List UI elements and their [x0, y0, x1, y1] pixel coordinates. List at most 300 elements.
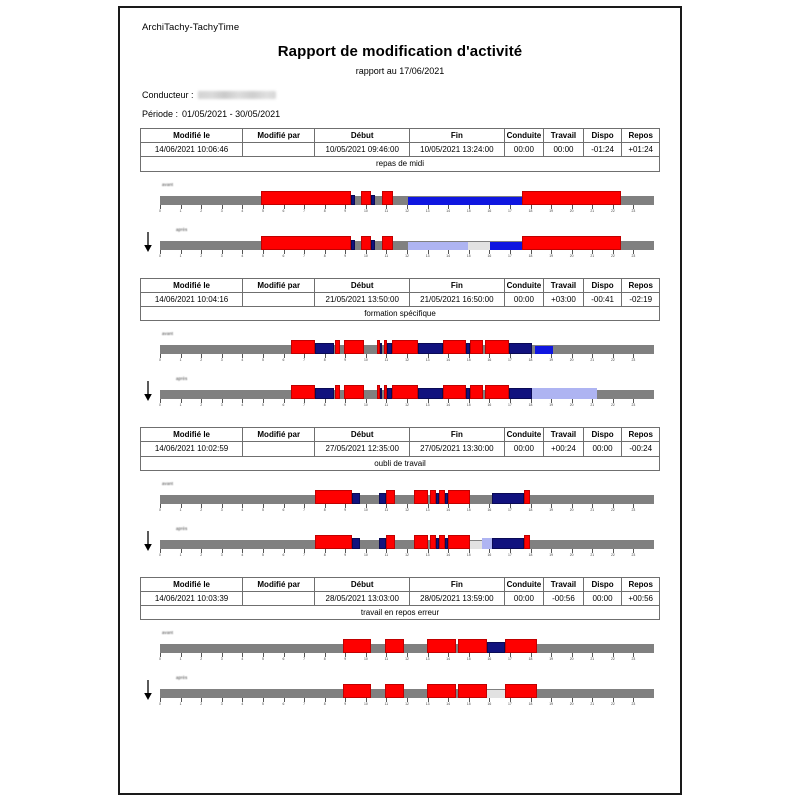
table-cell	[243, 143, 315, 157]
axis-tick-label: 5	[261, 253, 264, 258]
axis-tick-label: 21	[590, 507, 595, 512]
axis-tick-label: 4	[241, 253, 244, 258]
activity-block-work	[384, 340, 387, 354]
table-cell: 21/05/2021 13:50:00	[315, 292, 410, 306]
entry-spacer	[140, 568, 660, 577]
activity-block-work	[522, 191, 621, 205]
axis-tick-label: 20	[569, 507, 574, 512]
axis-tick-label: 12	[405, 702, 409, 707]
activity-block-driving	[371, 240, 375, 250]
chart-state-label: avant	[162, 331, 174, 337]
column-header: Début	[315, 577, 410, 591]
period-value: 01/05/2021 - 30/05/2021	[182, 109, 281, 119]
axis-tick-label: 15	[466, 358, 471, 363]
modification-table	[140, 278, 660, 322]
activity-block-rest_light	[487, 690, 504, 698]
activity-block-available	[535, 346, 554, 354]
axis-tick-label: 2	[200, 208, 203, 213]
axis-tick-label: 1	[179, 358, 182, 363]
table-cell: -00:41	[583, 292, 622, 306]
axis-tick-label: 9	[344, 552, 347, 557]
axis-tick-label: 19	[549, 702, 553, 707]
entries-container	[140, 128, 660, 726]
activity-block-work	[427, 639, 457, 653]
chart-after-axis	[160, 698, 654, 708]
axis-tick-label: 20	[569, 552, 574, 557]
axis-tick-label: 5	[261, 403, 264, 408]
chart-before-timeline	[160, 196, 654, 205]
activity-block-work	[414, 535, 427, 549]
axis-tick-label: 15	[466, 702, 471, 707]
chart-after-timeline	[160, 689, 654, 698]
modification-entry	[140, 128, 660, 278]
axis-tick-label: 3	[220, 358, 223, 363]
table-cell: 27/05/2021 13:30:00	[410, 442, 505, 456]
axis-tick-label: 8	[323, 552, 326, 557]
table-cell: 14/06/2021 10:02:59	[141, 442, 243, 456]
axis-tick-label: 14	[446, 208, 451, 213]
axis-tick-label: 5	[261, 657, 264, 662]
axis-tick-label: 8	[323, 253, 326, 258]
period-line	[142, 109, 660, 119]
column-header: Début	[315, 428, 410, 442]
activity-chart-after	[140, 667, 660, 717]
comment-text: travail en repos erreur	[141, 606, 660, 620]
axis-tick-label: 5	[261, 552, 264, 557]
axis-tick-label: 13	[425, 702, 430, 707]
axis-tick-label: 3	[220, 253, 223, 258]
activity-block-driving	[418, 343, 443, 354]
table-header-row	[141, 577, 660, 591]
axis-tick-label: 20	[569, 657, 574, 662]
column-header: Dispo	[583, 129, 622, 143]
chart-before-axis	[160, 354, 654, 364]
axis-tick-label: 7	[303, 403, 306, 408]
axis-tick-label: 11	[384, 507, 389, 512]
activity-block-work	[470, 340, 483, 354]
activity-block-driving	[487, 642, 504, 653]
axis-tick-label: 3	[220, 657, 223, 662]
axis-tick-label: 14	[446, 253, 451, 258]
table-cell: +00:56	[622, 591, 660, 605]
axis-tick-label: 2	[200, 702, 203, 707]
activity-block-work	[485, 340, 509, 354]
entry-spacer	[140, 269, 660, 278]
chart-before-axis	[160, 504, 654, 514]
axis-tick-label: 23	[631, 403, 636, 408]
axis-tick-label: 21	[590, 253, 595, 258]
axis-tick-label: 1	[179, 507, 182, 512]
axis-tick-label: 0	[159, 208, 161, 213]
axis-tick-label: 16	[487, 208, 492, 213]
axis-tick-label: 11	[384, 657, 389, 662]
axis-tick-label: 7	[303, 657, 306, 662]
timeline-baseline	[160, 689, 654, 698]
axis-tick-label: 8	[323, 358, 326, 363]
axis-tick-label: 1	[179, 208, 182, 213]
axis-tick-label: 20	[569, 358, 574, 363]
activity-block-available	[408, 197, 522, 205]
table-cell: -00:24	[622, 442, 660, 456]
axis-tick-label: 2	[200, 358, 203, 363]
activity-block-work	[458, 639, 487, 653]
axis-tick-label: 6	[282, 358, 285, 363]
axis-tick-label: 23	[631, 358, 636, 363]
modification-entry	[140, 278, 660, 428]
axis-tick-label: 8	[323, 507, 326, 512]
axis-tick-label: 2	[200, 403, 203, 408]
app-name: ArchiTachy-TachyTime	[142, 22, 240, 33]
axis-tick-label: 19	[549, 552, 553, 557]
axis-tick-label: 18	[528, 403, 533, 408]
activity-chart-before	[140, 323, 660, 368]
activity-block-driving	[352, 538, 359, 549]
activity-block-driving	[509, 388, 532, 399]
table-cell: 10/05/2021 09:46:00	[315, 143, 410, 157]
axis-tick-label: 0	[159, 358, 161, 363]
axis-tick-label: 17	[508, 253, 512, 258]
activity-chart-before	[140, 622, 660, 667]
axis-tick-label: 13	[425, 657, 430, 662]
axis-tick-label: 7	[303, 507, 306, 512]
table-cell: -01:24	[583, 143, 622, 157]
table-cell: 14/06/2021 10:03:39	[141, 591, 243, 605]
axis-tick-label: 8	[323, 403, 326, 408]
timeline-baseline	[160, 540, 654, 549]
table-cell: 00:00	[583, 591, 622, 605]
axis-tick-label: 23	[631, 657, 636, 662]
axis-tick-label: 17	[508, 657, 512, 662]
comment-text: repas de midi	[141, 157, 660, 171]
axis-tick-label: 0	[159, 552, 161, 557]
activity-block-work	[448, 490, 470, 504]
timeline-baseline	[160, 495, 654, 504]
table-cell	[243, 591, 315, 605]
axis-tick-label: 11	[384, 552, 389, 557]
axis-tick-label: 6	[282, 507, 285, 512]
axis-tick-label: 2	[200, 657, 203, 662]
chart-state-label: avant	[162, 480, 174, 486]
chart-after-timeline	[160, 241, 654, 250]
axis-tick-label: 23	[631, 702, 636, 707]
driver-line	[142, 90, 660, 100]
axis-tick-label: 15	[466, 208, 471, 213]
activity-block-work	[430, 490, 436, 504]
chart-after-timeline	[160, 540, 654, 549]
modification-entry	[140, 577, 660, 727]
axis-tick-label: 16	[487, 657, 492, 662]
table-cell: 21/05/2021 16:50:00	[410, 292, 505, 306]
activity-block-work	[361, 236, 371, 250]
axis-tick-label: 3	[220, 507, 223, 512]
axis-tick-label: 17	[508, 552, 512, 557]
axis-tick-label: 6	[282, 403, 285, 408]
chart-before-axis	[160, 205, 654, 215]
table-cell: 14/06/2021 10:04:16	[141, 292, 243, 306]
axis-tick-label: 22	[610, 253, 615, 258]
activity-block-work	[315, 535, 352, 549]
axis-tick-label: 10	[363, 507, 368, 512]
axis-tick-label: 13	[425, 253, 430, 258]
axis-tick-label: 17	[508, 358, 512, 363]
axis-tick-label: 7	[303, 702, 306, 707]
activity-block-work	[261, 236, 352, 250]
column-header: Modifié le	[141, 278, 243, 292]
table-cell: 00:00	[544, 143, 584, 157]
activity-block-work	[382, 191, 392, 205]
axis-tick-label: 1	[179, 702, 182, 707]
axis-tick-label: 14	[446, 702, 451, 707]
down-arrow-icon	[142, 380, 154, 402]
axis-tick-label: 1	[179, 403, 182, 408]
activity-block-available_light	[408, 242, 468, 250]
activity-block-work	[377, 340, 380, 354]
activity-block-driving	[509, 343, 532, 354]
activity-block-available_light	[482, 538, 492, 549]
table-row	[141, 591, 660, 605]
column-header: Début	[315, 278, 410, 292]
axis-tick-label: 6	[282, 702, 285, 707]
axis-tick-label: 11	[384, 702, 389, 707]
activity-chart-after	[140, 518, 660, 568]
axis-tick-label: 16	[487, 358, 492, 363]
axis-tick-label: 18	[528, 552, 533, 557]
axis-tick-label: 23	[631, 552, 636, 557]
table-row	[141, 292, 660, 306]
axis-tick-label: 19	[549, 403, 553, 408]
entry-spacer	[140, 717, 660, 726]
axis-tick-label: 9	[344, 358, 347, 363]
axis-tick-label: 6	[282, 657, 285, 662]
modification-entry	[140, 427, 660, 577]
timeline-baseline	[160, 644, 654, 653]
activity-block-work	[392, 340, 419, 354]
axis-tick-label: 18	[528, 702, 533, 707]
axis-tick-label: 22	[610, 552, 615, 557]
activity-block-work	[335, 385, 340, 399]
activity-block-work	[524, 490, 530, 504]
axis-tick-label: 22	[610, 702, 615, 707]
axis-tick-label: 5	[261, 358, 264, 363]
activity-block-driving	[380, 343, 382, 354]
chart-state-label: après	[176, 376, 188, 382]
axis-tick-label: 12	[405, 253, 409, 258]
axis-tick-label: 14	[446, 358, 451, 363]
axis-tick-label: 4	[241, 358, 244, 363]
axis-tick-label: 9	[344, 208, 347, 213]
axis-tick-label: 6	[282, 552, 285, 557]
chart-before-timeline	[160, 644, 654, 653]
axis-tick-label: 12	[405, 552, 409, 557]
axis-tick-label: 13	[425, 507, 430, 512]
report-page	[118, 6, 682, 795]
axis-tick-label: 14	[446, 552, 451, 557]
axis-tick-label: 13	[425, 552, 430, 557]
driver-name-redacted	[198, 91, 276, 99]
table-cell: 28/05/2021 13:59:00	[410, 591, 505, 605]
axis-tick-label: 18	[528, 507, 533, 512]
activity-block-work	[377, 385, 380, 399]
driver-label: Conducteur :	[142, 90, 194, 100]
activity-block-work	[386, 535, 394, 549]
page-title: Rapport de modification d'activité	[277, 43, 523, 60]
table-cell: 00:00	[504, 143, 544, 157]
column-header: Modifié par	[243, 129, 315, 143]
axis-tick-label: 15	[466, 552, 471, 557]
axis-tick-label: 1	[179, 657, 182, 662]
column-header: Travail	[544, 129, 584, 143]
activity-chart-before	[140, 473, 660, 518]
axis-tick-label: 12	[405, 403, 409, 408]
report-subtitle: rapport au 17/06/2021	[355, 66, 445, 76]
comment-text: oubli de travail	[141, 456, 660, 470]
down-arrow-icon	[142, 530, 154, 552]
axis-tick-label: 9	[344, 702, 347, 707]
column-header: Repos	[622, 129, 660, 143]
activity-block-work	[385, 684, 404, 698]
axis-tick-label: 9	[344, 507, 347, 512]
activity-block-driving	[379, 538, 386, 549]
column-header: Conduite	[504, 129, 544, 143]
activity-block-driving	[418, 388, 443, 399]
axis-tick-label: 4	[241, 552, 244, 557]
activity-block-driving	[351, 240, 354, 250]
comment-row	[141, 606, 660, 620]
activity-block-work	[385, 639, 404, 653]
activity-block-driving	[492, 538, 524, 549]
axis-tick-label: 23	[631, 208, 636, 213]
axis-tick-label: 18	[528, 657, 533, 662]
axis-tick-label: 13	[425, 358, 430, 363]
axis-tick-label: 16	[487, 253, 492, 258]
axis-tick-label: 20	[569, 702, 574, 707]
axis-tick-label: 7	[303, 253, 306, 258]
table-cell: 27/05/2021 12:35:00	[315, 442, 410, 456]
table-cell: +00:24	[544, 442, 584, 456]
table-cell: 28/05/2021 13:03:00	[315, 591, 410, 605]
table-cell	[243, 442, 315, 456]
axis-tick-label: 12	[405, 358, 409, 363]
chart-before-timeline	[160, 495, 654, 504]
axis-tick-label: 3	[220, 208, 223, 213]
column-header: Repos	[622, 428, 660, 442]
axis-tick-label: 0	[159, 507, 161, 512]
axis-tick-label: 5	[261, 208, 264, 213]
column-header: Fin	[410, 577, 505, 591]
axis-tick-label: 20	[569, 403, 574, 408]
table-header-row	[141, 428, 660, 442]
activity-block-driving	[352, 493, 359, 504]
axis-tick-label: 10	[363, 208, 368, 213]
activity-block-work	[505, 684, 537, 698]
chart-state-label: avant	[162, 630, 174, 636]
axis-tick-label: 14	[446, 403, 451, 408]
axis-tick-label: 2	[200, 507, 203, 512]
axis-tick-label: 3	[220, 552, 223, 557]
chart-state-label: après	[176, 525, 188, 531]
axis-tick-label: 15	[466, 507, 471, 512]
activity-block-work	[439, 490, 445, 504]
axis-tick-label: 20	[569, 253, 574, 258]
activity-chart-after	[140, 219, 660, 269]
activity-block-work	[522, 236, 621, 250]
axis-tick-label: 22	[610, 507, 615, 512]
axis-tick-label: 22	[610, 657, 615, 662]
column-header: Conduite	[504, 278, 544, 292]
chart-after-axis	[160, 399, 654, 409]
axis-tick-label: 10	[363, 657, 368, 662]
table-cell: 00:00	[504, 442, 544, 456]
axis-tick-label: 3	[220, 403, 223, 408]
modification-table	[140, 128, 660, 172]
axis-tick-label: 17	[508, 702, 512, 707]
comment-row	[141, 157, 660, 171]
column-header: Fin	[410, 278, 505, 292]
axis-tick-label: 9	[344, 403, 347, 408]
column-header: Conduite	[504, 577, 544, 591]
chart-state-label: après	[176, 226, 188, 232]
comment-row	[141, 306, 660, 320]
activity-block-work	[470, 385, 483, 399]
chart-before-timeline	[160, 345, 654, 354]
table-cell: 10/05/2021 13:24:00	[410, 143, 505, 157]
activity-block-driving	[315, 343, 334, 354]
axis-tick-label: 4	[241, 507, 244, 512]
axis-tick-label: 0	[159, 403, 161, 408]
activity-block-work	[392, 385, 419, 399]
axis-tick-label: 11	[384, 358, 389, 363]
axis-tick-label: 1	[179, 253, 182, 258]
table-cell: -00:56	[544, 591, 584, 605]
column-header: Modifié le	[141, 577, 243, 591]
chart-state-label: après	[176, 675, 188, 681]
page-inner	[120, 8, 680, 793]
chart-after-axis	[160, 549, 654, 559]
axis-tick-label: 21	[590, 358, 595, 363]
axis-tick-label: 19	[549, 507, 553, 512]
axis-tick-label: 8	[323, 702, 326, 707]
axis-tick-label: 21	[590, 208, 595, 213]
axis-tick-label: 0	[159, 657, 161, 662]
activity-block-work	[343, 684, 371, 698]
axis-tick-label: 23	[631, 253, 636, 258]
table-header-row	[141, 129, 660, 143]
axis-tick-label: 4	[241, 657, 244, 662]
activity-chart-after	[140, 368, 660, 418]
axis-tick-label: 16	[487, 507, 492, 512]
axis-tick-label: 13	[425, 208, 430, 213]
axis-tick-label: 0	[159, 253, 161, 258]
chart-after-axis	[160, 250, 654, 260]
activity-block-work	[443, 385, 466, 399]
axis-tick-label: 3	[220, 702, 223, 707]
activity-block-work	[524, 535, 530, 549]
activity-block-work	[414, 490, 427, 504]
modification-table	[140, 577, 660, 621]
activity-block-work	[427, 684, 457, 698]
axis-tick-label: 17	[508, 208, 512, 213]
table-cell: +01:24	[622, 143, 660, 157]
axis-tick-label: 10	[363, 253, 368, 258]
column-header: Repos	[622, 278, 660, 292]
activity-block-rest_light	[470, 541, 482, 549]
column-header: Travail	[544, 278, 584, 292]
axis-tick-label: 12	[405, 657, 409, 662]
axis-tick-label: 21	[590, 702, 595, 707]
axis-tick-label: 9	[344, 657, 347, 662]
axis-tick-label: 23	[631, 507, 636, 512]
chart-before-axis	[160, 653, 654, 663]
